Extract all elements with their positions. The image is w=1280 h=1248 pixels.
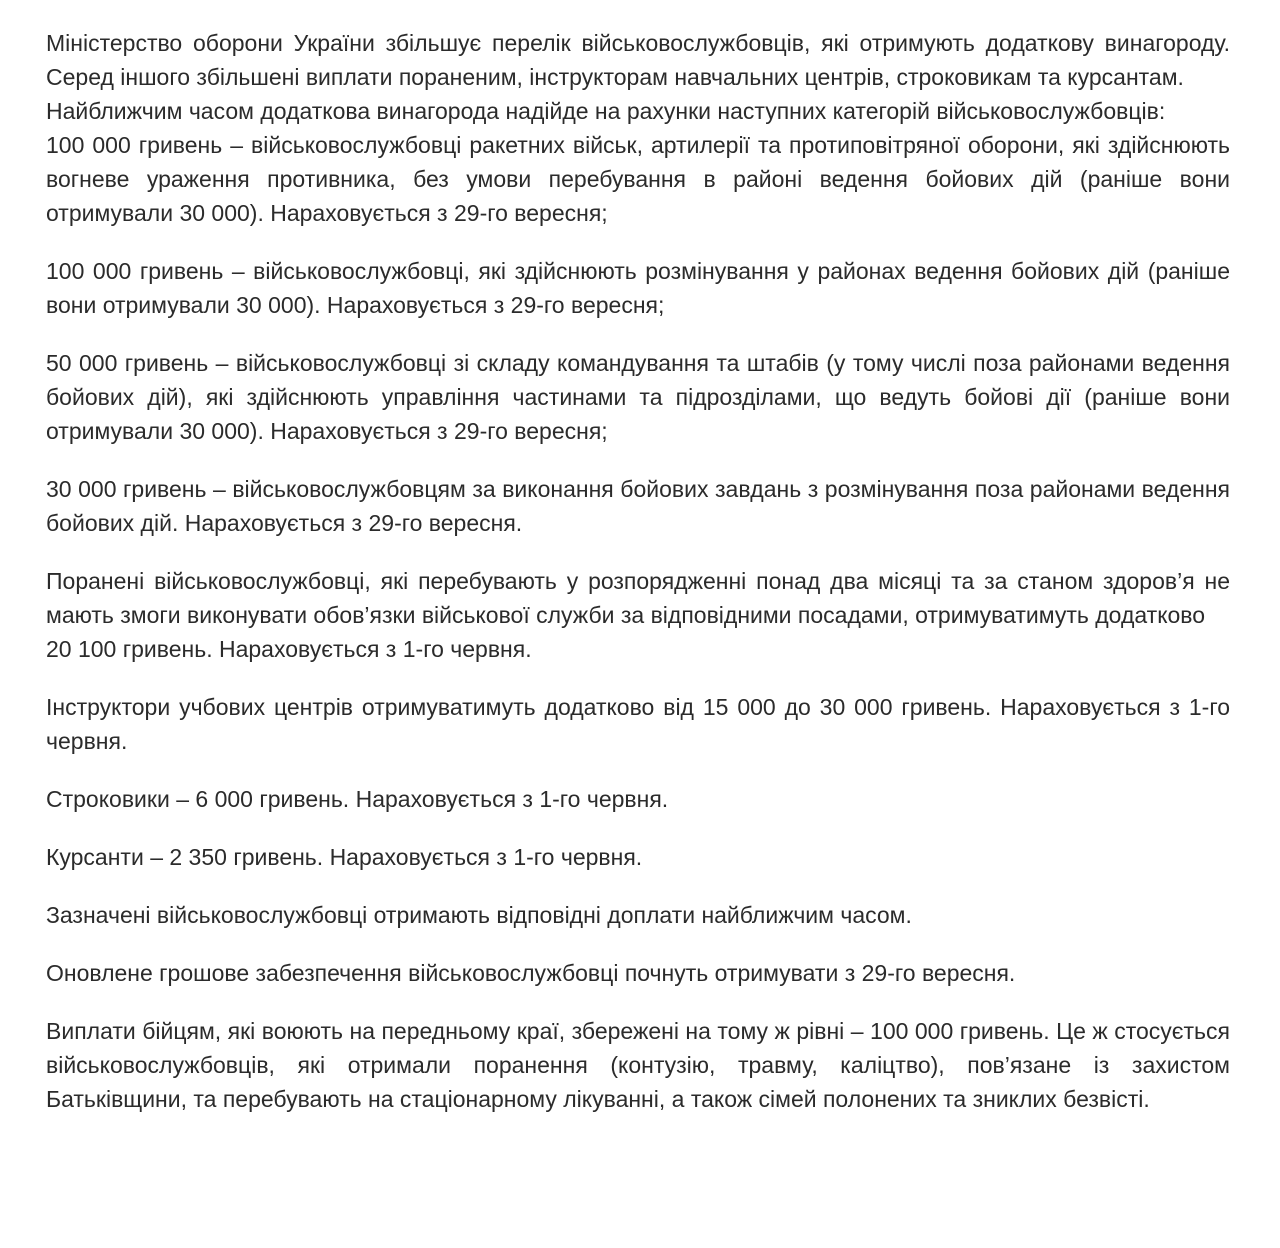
- instructors-paragraph: Інструктори учбових центрів отримуватимуть додатково від 15 000 до 30 000 гривень. Нараховується з 1-го червня.: [46, 694, 1230, 754]
- updated-paragraph: Оновлене грошове забезпечення військовослужбовці почнуть отримувати з 29-го вересня.: [46, 960, 1016, 986]
- wounded-text: Поранені військовослужбовці, які перебувають у розпорядженні понад два місяці та за станом здоров’я не мають змоги виконувати обов’язки військової служби за відповідними посадами, отримуватимуть додатково: [46, 568, 1230, 628]
- article-body: [46, 26, 1230, 1116]
- payment-item-2: 100 000 гривень – військовослужбовці, які здійснюють розмінування у районах ведення бойових дій (раніше вони отримували 30 000). Нараховується з 29-го вересня;: [46, 258, 1230, 318]
- intro-paragraph: Міністерство оборони України збільшує перелік військовослужбовців, які отримують додаткову винагороду. Серед іншого збільшені виплати пораненим, інструкторам навчальних центрів, строковикам та курсантам.: [46, 30, 1230, 90]
- soon-paragraph: Зазначені військовослужбовці отримають відповідні доплати найближчим часом.: [46, 902, 912, 928]
- conscripts-paragraph: Строковики – 6 000 гривень. Нараховується з 1-го червня.: [46, 786, 669, 812]
- wounded-amount: 20 100 гривень. Нараховується з 1-го червня.: [46, 636, 532, 662]
- cadets-paragraph: Курсанти – 2 350 гривень. Нараховується з 1-го червня.: [46, 844, 643, 870]
- payment-item-3: 50 000 гривень – військовослужбовці зі складу командування та штабів (у тому числі поза районами ведення бойових дій), які здійснюють управління частинами та підрозділами, що ведуть бойові дії (раніше вони отримували 30 000). Нараховується з 29-го вересня;: [46, 350, 1230, 444]
- wounded-paragraph: [46, 564, 1230, 666]
- payment-item-4: 30 000 гривень – військовослужбовцям за виконання бойових завдань з розмінування поза районами ведення бойових дій. Нараховується з 29-го вересня.: [46, 476, 1230, 536]
- lead-paragraph: Найближчим часом додаткова винагорода надійде на рахунки наступних категорій військовослужбовців:: [46, 98, 1166, 124]
- frontline-paragraph: Виплати бійцям, які воюють на передньому краї, збережені на тому ж рівні – 100 000 гривень. Це ж стосується військовослужбовців, які отримали поранення (контузію, травму, каліцтво), пов’язане із захистом Батьківщини, та перебувають на стаціонарному лікуванні, а також сімей полонених та зниклих безвісті.: [46, 1018, 1230, 1112]
- payment-item-1: 100 000 гривень – військовослужбовці ракетних військ, артилерії та протиповітряної оборони, які здійснюють вогневе ураження противника, без умови перебування в районі ведення бойових дій (раніше вони отримували 30 000). Нараховується з 29-го вересня;: [46, 132, 1230, 226]
